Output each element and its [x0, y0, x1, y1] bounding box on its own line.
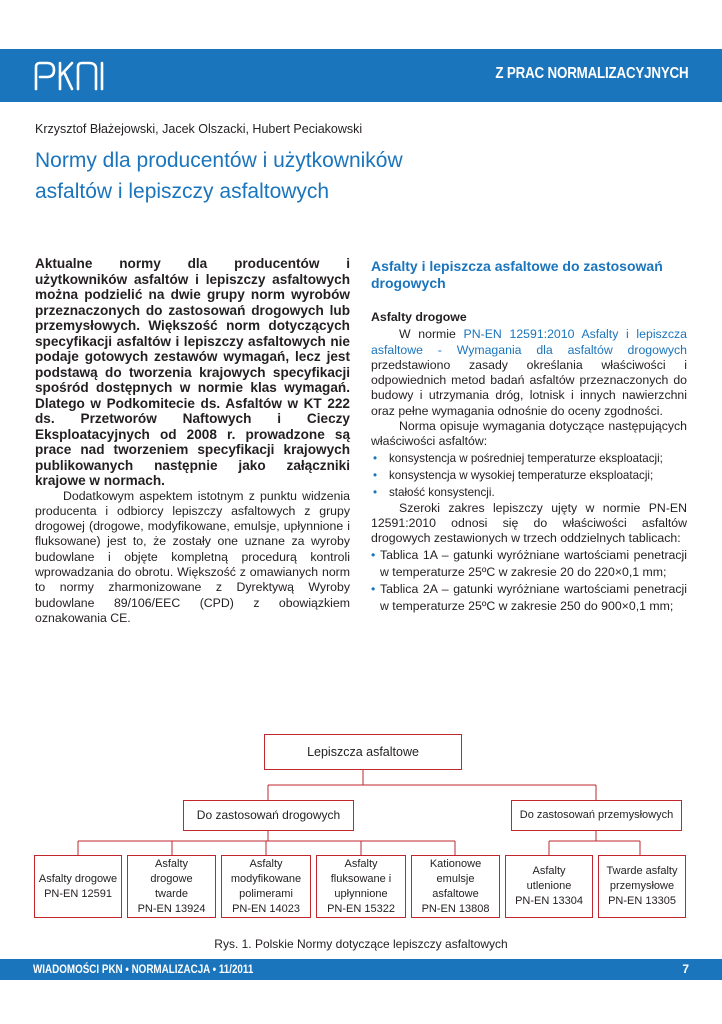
authors: Krzysztof Błażejowski, Jacek Olszacki, Hubert Peciakowski — [35, 122, 363, 136]
road-item-node: Kationowe emulsje asfaltowe PN-EN 13808 — [411, 855, 500, 918]
root-node: Lepiszcza asfaltowe — [264, 734, 462, 770]
list-item: • Tablica 2A – gatunki wyróżniane wartościami penetracji w temperaturze 25ºC w zakresie 250 do 900×0,1 mm; — [371, 581, 687, 613]
paragraph-prefix: W normie — [399, 327, 464, 342]
bullet-icon: • — [371, 547, 376, 562]
road-item-node: Asfalty drogowe twarde PN-EN 13924 — [127, 855, 216, 918]
footer-band — [0, 959, 722, 980]
bullet-icon: • — [373, 485, 378, 499]
bullet-icon: • — [373, 468, 378, 482]
page-number: 7 — [682, 962, 689, 976]
norm-description-paragraph — [371, 327, 687, 419]
section-title: Z PRAC NORMALIZACYJNYCH — [494, 65, 688, 82]
subsection-heading: Asfalty drogowe — [371, 310, 467, 324]
lead-paragraph: Aktualne normy dla producentów i użytkowników asfaltów i lepiszczy asfaltowych można podzielić na dwie grupy norm wyrobów przeznaczonych do zastosowań drogowych lub przemysłowych. Większość norm dotyczących specyfikacji asfaltów i lepiszczy asfaltowych nie podaje gotowych zestawów wymagań, lecz jest podstawą do tworzenia krajowych specyfikacji spośród dostępnych w normie klas wymagań. Dlatego w Podkomitecie ds. Asfaltów w KT 222 ds. Przetworów Naftowych i Cieczy Eksploatacyjnych od 2008 r. prowadzone są prace nad tworzeniem specyfikacji krajowych publikowanych następnie jako załączniki krajowe w normach. — [35, 256, 350, 488]
binder-standards-diagram — [0, 730, 722, 930]
road-item-node: Asfalty drogowe PN-EN 12591 — [34, 855, 122, 918]
section-heading: Asfalty i lepiszcza asfaltowe do zastosowań drogowych — [371, 258, 663, 291]
header-band — [0, 49, 722, 102]
title-line-1: Normy dla producentów i użytkowników — [35, 149, 403, 172]
list-item: • Tablica 1A – gatunki wyróżniane wartościami penetracji w temperaturze 25ºC w zakresie 20 do 220×0,1 mm; — [371, 547, 687, 579]
industrial-item-node: Twarde asfalty przemysłowe PN-EN 13305 — [598, 855, 686, 918]
road-item-node: Asfalty fluksowane i upłynnione PN-EN 15322 — [316, 855, 406, 918]
industrial-group-node: Do zastosowań przemysłowych — [511, 800, 682, 831]
tables-list — [371, 547, 687, 615]
tables-intro: Szeroki zakres lepiszczy ujęty w normie PN-EN 12591:2010 odnosi się do właściwości asfaltów drogowych zestawionych w trzech oddzielnych tablicach: — [371, 500, 687, 546]
paragraph-suffix: przedstawiono zasady określania właściwości i odpowiednich metod badań asfaltów przeznaczonych do budowy i utrzymania dróg, lotnisk i innych nawierzchni oraz pełne wymagania odnośnie do oceny zgodności. — [371, 357, 687, 418]
list-item: • konsystencja w wysokiej temperaturze eksploatacji; — [373, 468, 654, 482]
figure-caption: Rys. 1. Polskie Normy dotyczące lepiszczy asfaltowych — [214, 937, 508, 951]
industrial-item-node: Asfalty utlenione PN-EN 13304 — [505, 855, 593, 918]
properties-intro: Norma opisuje wymagania dotyczące następujących właściwości asfaltów: — [371, 419, 687, 449]
properties-list — [371, 450, 687, 501]
list-item: • stałość konsystencji. — [373, 485, 495, 499]
list-item: • konsystencja w pośredniej temperaturze eksploatacji; — [373, 451, 663, 465]
bullet-icon: • — [371, 581, 376, 596]
norm-reference-link[interactable]: PN-EN 12591:2010 Asfalty i lepiszcza asfaltowe - Wymagania dla asfaltów drogowych — [371, 327, 687, 357]
road-item-node: Asfalty modyfikowane polimerami PN-EN 14023 — [221, 855, 311, 918]
title-line-2: asfaltów i lepiszczy asfaltowych — [35, 180, 330, 203]
left-column — [35, 256, 350, 626]
bullet-icon: • — [373, 451, 378, 465]
journal-info: WIADOMOŚCI PKN • NORMALIZACJA • 11/2011 — [33, 962, 254, 976]
article-title — [35, 145, 475, 207]
right-column — [371, 258, 687, 615]
road-group-node: Do zastosowań drogowych — [183, 800, 354, 831]
left-body-paragraph: Dodatkowym aspektem istotnym z punktu widzenia producenta i odbiorcy lepiszczy asfaltowych z grupy drogowej (drogowe, modyfikowane, emulsje, upłynnione i fluksowane) jest to, że zostały one uznane za wyroby budowlane i objęte kompletną procedurą kontroli wprowadzania do obrotu. Większość z omawianych norm to normy zharmonizowane z Dyrektywą Wyroby budowlane 89/106/EEC (CPD) z obowiązkiem oznakowania CE. — [35, 488, 350, 625]
pkn-logo — [33, 59, 107, 93]
